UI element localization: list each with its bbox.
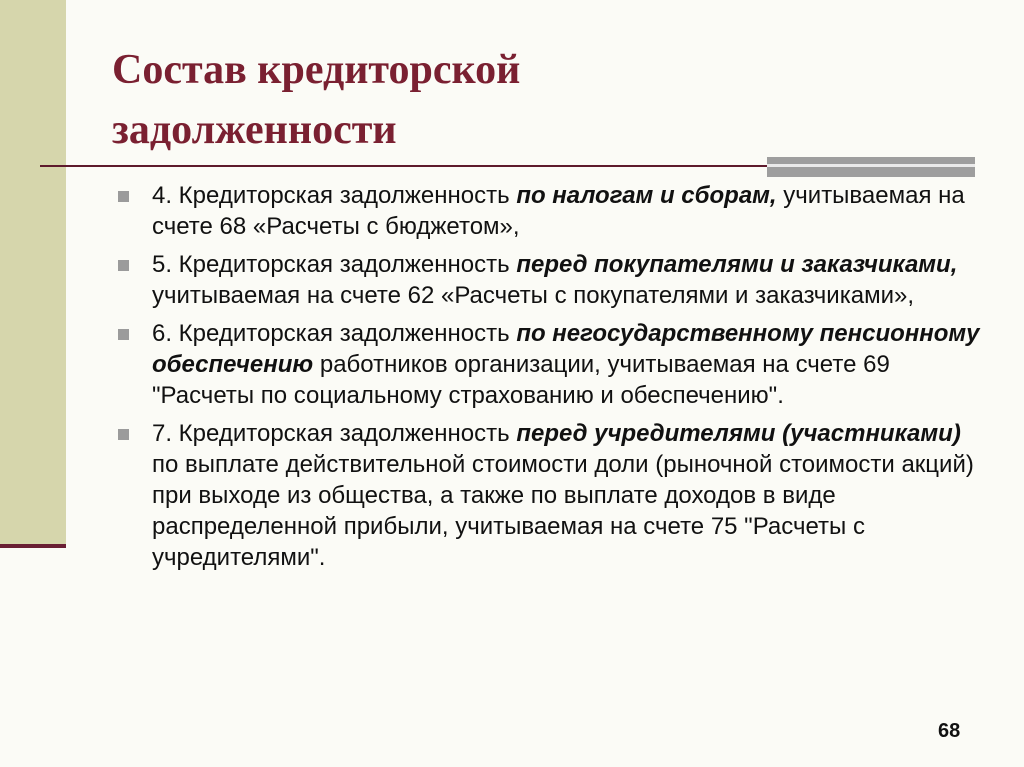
item-text: 5. Кредиторская задолженность [152,251,517,278]
square-bullet-icon [118,260,129,271]
item-text: 4. Кредиторская задолженность [152,182,517,209]
square-bullet-icon [118,429,129,440]
square-bullet-icon [118,191,129,202]
title-rule-accent [767,157,975,177]
item-emphasis: по налогам и сборам, [516,182,777,209]
item-text-rest: учитываемая на счете 62 «Расчеты с покупателями и заказчиками», [152,282,914,309]
left-accent-line [0,544,66,548]
list-item [112,318,992,411]
square-bullet-icon [118,329,129,340]
item-text-rest: учитываемая на счете 68 «Расчеты с бюджетом», [152,182,965,240]
item-emphasis: перед покупателями и заказчиками, [516,251,958,278]
item-emphasis: по негосударственному пенсионному обеспечению [152,320,980,378]
list-item [112,418,992,573]
slide-title-line-2: задолженности [112,107,397,153]
item-text: 6. Кредиторская задолженность [152,320,517,347]
item-text: 7. Кредиторская задолженность [152,420,517,447]
bullet-list [112,180,992,580]
item-emphasis: перед учредителями (участниками) [516,420,961,447]
list-item [112,180,992,242]
item-text-rest: по выплате действительной стоимости доли (рыночной стоимости акций) при выходе из общества, а также по выплате доходов в виде распределенной прибыли, учитываемая на счете 75 "Расчеты с учредителями". [152,451,974,571]
item-text-rest: работников организации, учитываемая на счете 69 "Расчеты по социальному страхованию и обеспечению". [152,351,890,409]
list-item [112,249,992,311]
page-number: 68 [938,720,961,742]
slide-title-line-1: Состав кредиторской [112,47,521,93]
left-accent-bar [0,0,66,546]
slide-title [112,40,812,160]
title-rule-accent-stripe [767,164,975,167]
